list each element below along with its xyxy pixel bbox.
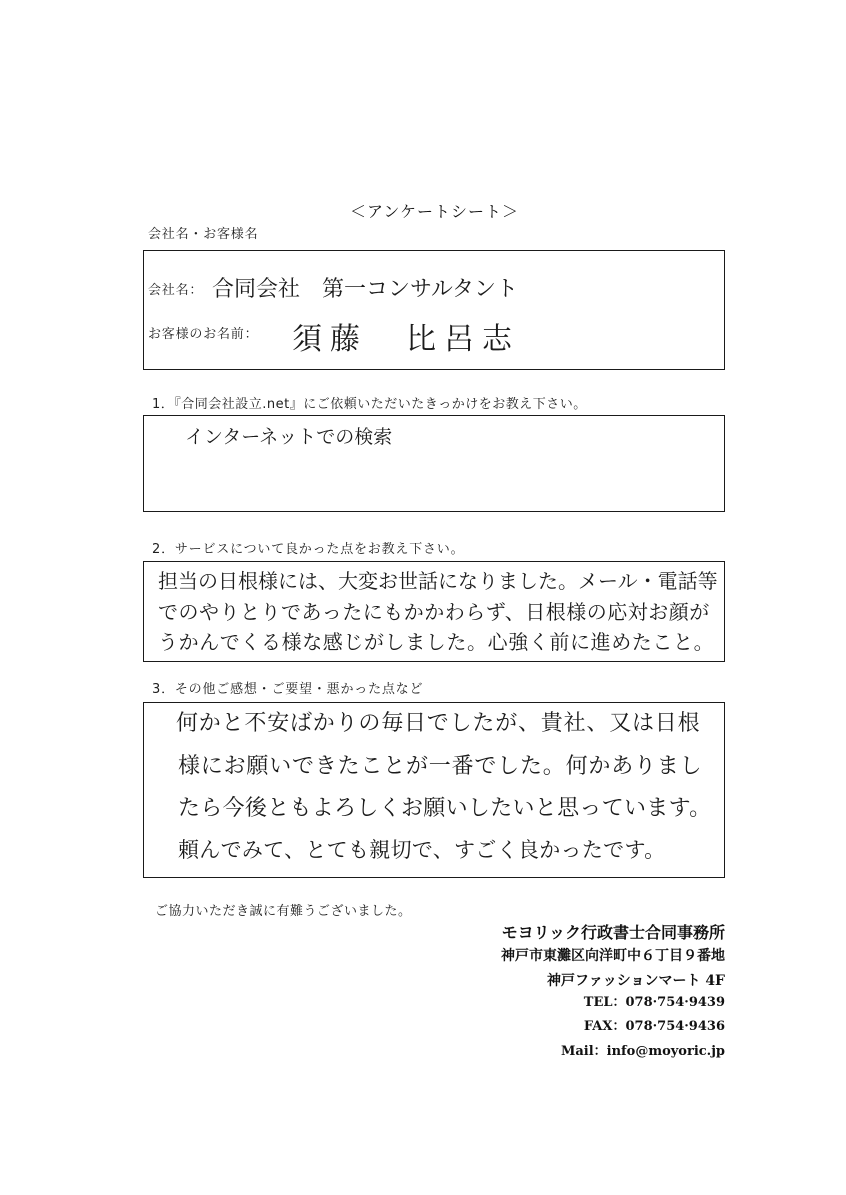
office-fax: FAX：078·754·9436 [583, 1019, 725, 1034]
office-address: 神戸市東灘区向洋町中６丁目９番地 [501, 948, 725, 964]
office-mail: Mail：info@moyoric.jp [560, 1044, 725, 1059]
question-1-label: 1．『合同会社設立.net』にご依頼いただいたきっかけをお教え下さい。 [152, 397, 587, 412]
answer-2-line: 担当の日根様には、大変お世話になりました。メール・電話等 [158, 569, 718, 593]
answer-3-line: 何かと不安ばかりの毎日でしたが、貴社、又は日根 [176, 711, 701, 736]
thanks-message: ご協力いただき誠に有難うございました。 [155, 904, 412, 919]
company-label: 会社名： [148, 283, 204, 298]
customer-section-label: 会社名・お客様名 [148, 227, 259, 242]
customer-name-label: お客様のお名前： [148, 327, 259, 342]
answer-1-line: インターネットでの検索 [185, 426, 393, 448]
question-2-label: 2．サービスについて良かった点をお教え下さい。 [152, 542, 465, 557]
answer-3-line: たら今後ともよろしくお願いしたいと思っています。 [178, 796, 712, 821]
answer-2-line: うかんでくる様な感じがしました。心強く前に進めたこと。 [158, 630, 715, 654]
office-building: 神戸ファッションマート 4F [547, 973, 725, 989]
answer-3-line: 頼んでみて、とても親切で、すごく良かったです。 [178, 838, 666, 862]
question-3-label: 3．その他ご感想・ご要望・悪かった点など [152, 682, 424, 697]
customer-name-handwritten: 須藤 比呂志 [292, 322, 520, 357]
company-name-handwritten: 合同会社 第一コンサルタント [212, 277, 519, 302]
page-title: ＜アンケートシート＞ [350, 202, 520, 221]
answer-3-line: 様にお願いできたことが一番でした。何かありまし [178, 754, 703, 779]
office-name: モヨリック行政書士合同事務所 [501, 923, 725, 942]
office-tel: TEL：078·754·9439 [583, 995, 725, 1010]
answer-2-line: でのやりとりであったにもかかわらず、日根様の応対お顔が [158, 600, 710, 624]
